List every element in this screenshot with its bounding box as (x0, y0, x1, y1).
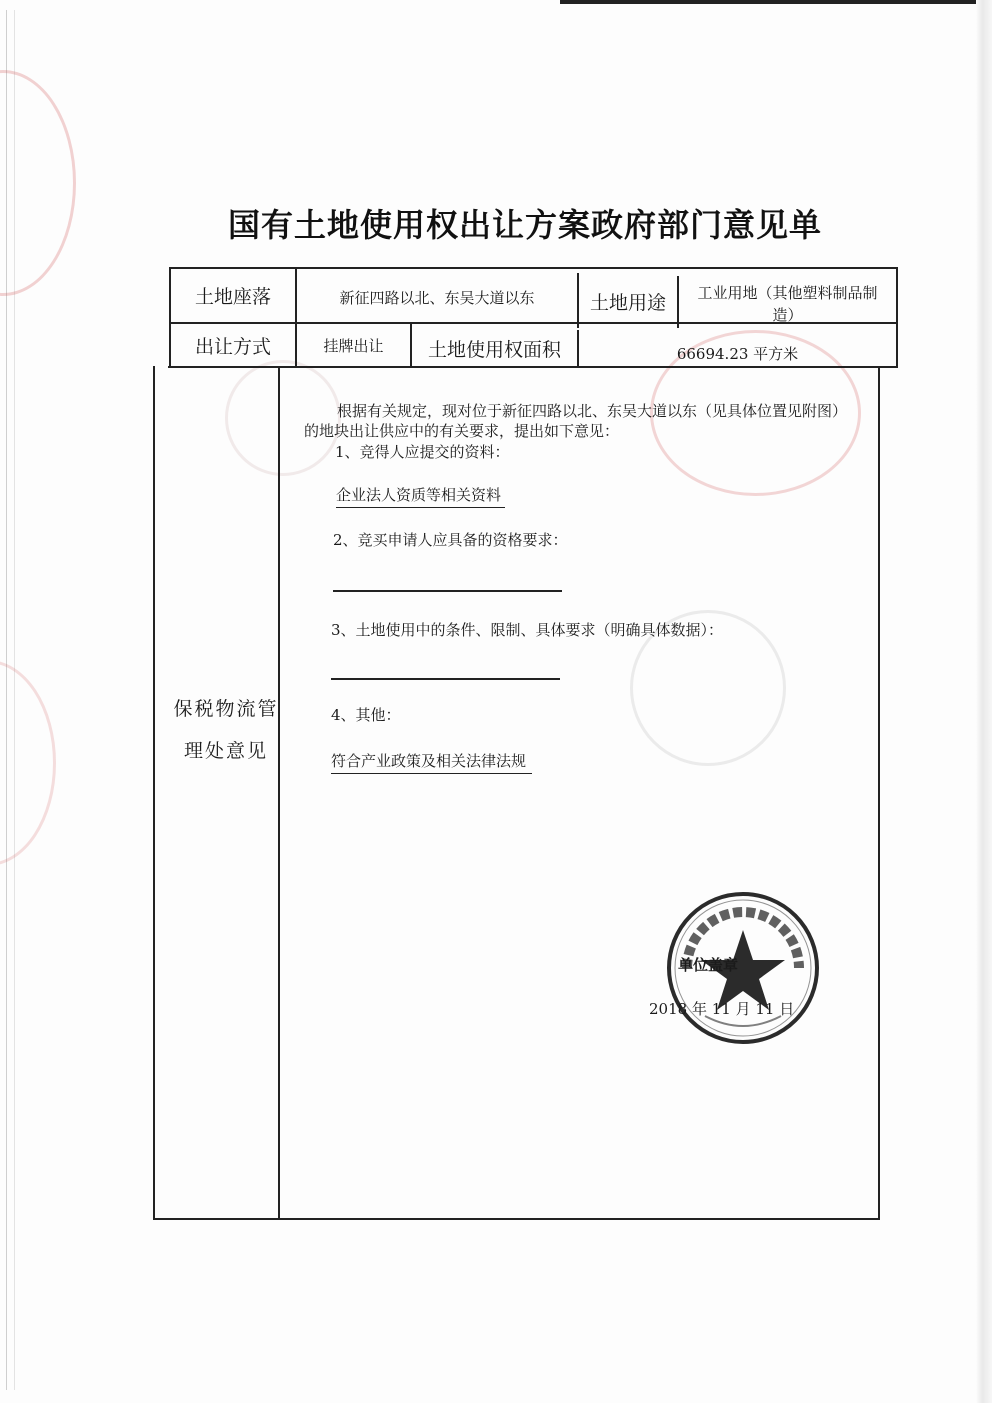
land-use-value-line: 造） (772, 306, 803, 324)
document-title: 国有土地使用权出让方案政府部门意见单 (227, 206, 822, 244)
signature-date: 2018 年 11 月 11 日 (649, 1000, 795, 1018)
item-4-answer: 符合产业政策及相关法律法规 (331, 750, 532, 774)
table-rule (153, 1218, 879, 1220)
table-rule (278, 366, 280, 1220)
faded-stamp-bleed (0, 660, 56, 866)
location-value: 新征四路以北、东吴大道以东 (339, 288, 535, 307)
land-use-label: 土地用途 (589, 291, 666, 314)
item-3-blank-line (331, 678, 560, 680)
department-name-line: 理处意见 (183, 740, 268, 762)
land-use-value (679, 282, 896, 326)
opinion-intro: 根据有关规定，现对位于新征四路以北、东吴大道以东（见具体位置见附图） (337, 402, 848, 420)
faded-stamp-bleed (225, 360, 341, 476)
opinion-intro: 的地块出让供应中的有关要求，提出如下意见： (304, 422, 620, 440)
table-rule (153, 366, 155, 1220)
land-area-value: 66694.23 平方米 (676, 344, 799, 363)
department-name-line: 保税物流管 (173, 698, 279, 720)
item-1-label: 1、竞得人应提交的资料： (335, 443, 510, 461)
item-1-answer: 企业法人资质等相关资料 (336, 484, 505, 508)
item-3-label: 3、土地使用中的条件、限制、具体要求（明确具体数据）： (331, 621, 724, 639)
item-2-label: 2、竞买申请人应具备的资格要求： (333, 531, 568, 549)
scan-edge-right (976, 0, 992, 1403)
seal-caption: 单位盖章 (678, 956, 739, 974)
item-2-blank-line (333, 590, 562, 592)
table-rule (878, 366, 880, 1220)
department-name (162, 688, 290, 772)
transfer-method-value: 挂牌出让 (323, 336, 384, 355)
land-area-label: 土地使用权面积 (427, 338, 561, 361)
scan-edge-top (560, 0, 992, 4)
faded-stamp-bleed (0, 70, 76, 296)
land-use-value-line: 工业用地（其他塑料制品制 (697, 284, 878, 302)
item-4-label: 4、其他： (331, 706, 401, 724)
transfer-method-label: 出让方式 (194, 335, 271, 358)
location-label: 土地座落 (194, 285, 271, 308)
table-rule (896, 267, 898, 367)
